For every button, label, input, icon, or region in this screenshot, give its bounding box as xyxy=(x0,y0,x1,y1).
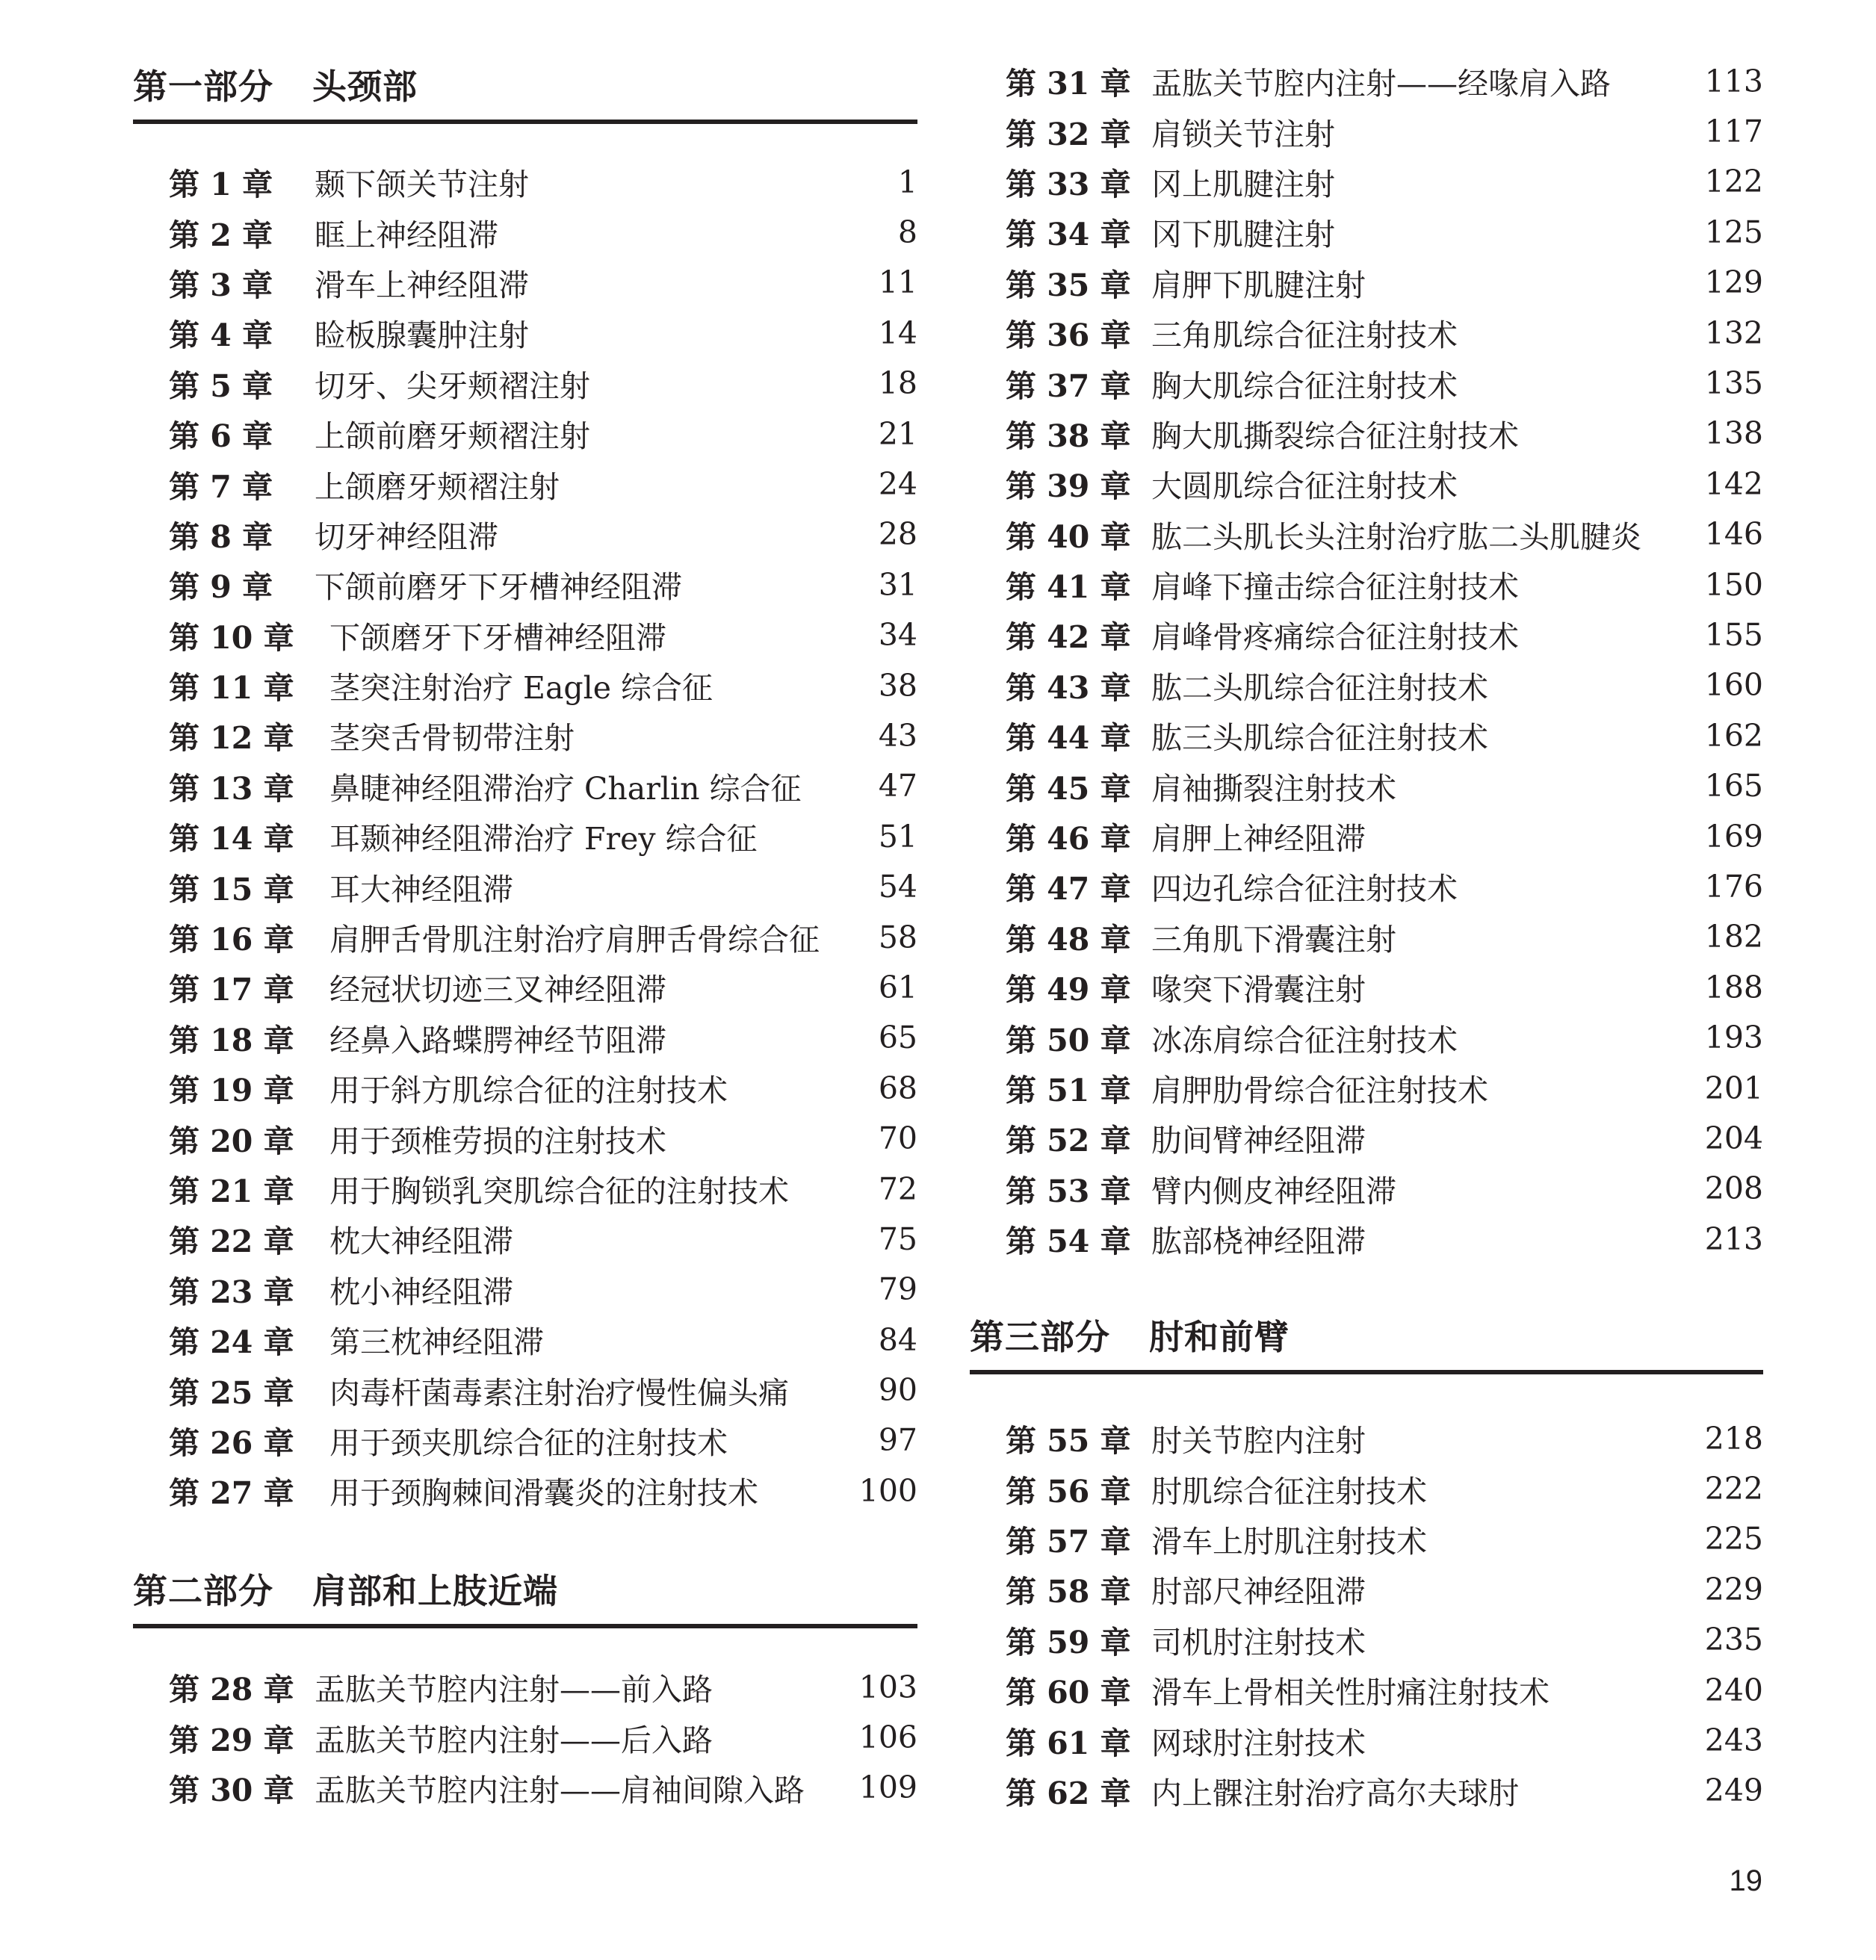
chapter-number: 第 8 章 xyxy=(169,518,273,555)
toc-entry xyxy=(970,358,1763,408)
toc-entry xyxy=(133,359,917,409)
chapter-number: 第 45 章 xyxy=(1006,770,1131,807)
toc-entry xyxy=(970,861,1763,911)
chapter-title: 滑车上神经阻滞 xyxy=(315,267,529,303)
chapter-number: 第 11 章 xyxy=(169,670,294,707)
chapter-title: 冈上肌腱注射 xyxy=(1151,166,1335,202)
chapter-title: 用于颈胸棘间滑囊炎的注射技术 xyxy=(329,1475,758,1512)
chapter-title: 肩袖撕裂注射技术 xyxy=(1151,770,1396,807)
chapter-number: 第 7 章 xyxy=(169,468,273,505)
chapter-number: 第 31 章 xyxy=(1006,66,1131,102)
chapter-title: 肩锁关节注射 xyxy=(1151,116,1335,152)
chapter-number: 第 62 章 xyxy=(1006,1775,1131,1811)
chapter-title: 经鼻入路蝶腭神经节阻滞 xyxy=(329,1022,666,1058)
toc-entry xyxy=(970,1564,1763,1614)
chapter-number: 第 3 章 xyxy=(169,267,273,303)
chapter-number: 第 28 章 xyxy=(169,1672,294,1708)
chapter-title: 冈下肌腱注射 xyxy=(1151,217,1335,253)
chapter-number: 第 46 章 xyxy=(1006,821,1131,858)
chapter-page: 14 xyxy=(878,314,917,351)
chapter-title: 滑车上骨相关性肘痛注射技术 xyxy=(1151,1675,1550,1711)
chapter-page: 213 xyxy=(1704,1221,1763,1257)
chapter-title: 经冠状切迹三叉神经阻滞 xyxy=(329,972,666,1008)
chapter-page: 235 xyxy=(1704,1622,1763,1658)
chapter-page: 146 xyxy=(1704,516,1763,553)
chapter-title: 臂内侧皮神经阻滞 xyxy=(1151,1173,1396,1209)
chapter-page: 160 xyxy=(1704,667,1763,704)
toc-entry xyxy=(970,710,1763,760)
chapter-page: 47 xyxy=(878,768,917,804)
toc-entry xyxy=(970,1615,1763,1665)
chapter-number: 第 20 章 xyxy=(169,1123,294,1159)
chapter-page: 165 xyxy=(1704,768,1763,804)
chapter-title: 枕大神经阻滞 xyxy=(329,1224,513,1260)
toc-entry xyxy=(970,1766,1763,1816)
chapter-title: 肱部桡神经阻滞 xyxy=(1151,1224,1366,1260)
chapter-number: 第 10 章 xyxy=(169,619,294,656)
toc-entry xyxy=(970,207,1763,257)
part-title: 肩部和上肢近端 xyxy=(312,1571,558,1611)
chapter-number: 第 44 章 xyxy=(1006,720,1131,757)
chapter-title: 肩胛上神经阻滞 xyxy=(1151,821,1366,858)
chapter-page: 18 xyxy=(878,365,917,402)
toc-entry xyxy=(133,912,917,962)
chapter-list xyxy=(133,1662,917,1813)
chapter-number: 第 17 章 xyxy=(169,972,294,1008)
toc-entry xyxy=(133,1214,917,1264)
chapter-title: 盂肱关节腔内注射——经喙肩入路 xyxy=(1151,66,1611,102)
chapter-title: 眶上神经阻滞 xyxy=(315,217,498,253)
chapter-page: 135 xyxy=(1704,365,1763,402)
chapter-number: 第 24 章 xyxy=(169,1324,294,1361)
chapter-page: 155 xyxy=(1704,616,1763,653)
chapter-number: 第 23 章 xyxy=(169,1274,294,1310)
chapter-number: 第 60 章 xyxy=(1006,1675,1131,1711)
chapter-title: 肘肌综合征注射技术 xyxy=(1151,1473,1427,1510)
toc-entry xyxy=(133,1662,917,1712)
toc-entry xyxy=(970,459,1763,509)
toc-entry xyxy=(133,1164,917,1214)
toc-entry xyxy=(133,1315,917,1365)
chapter-title: 用于颈夹肌综合征的注射技术 xyxy=(329,1424,728,1461)
chapter-page: 169 xyxy=(1704,818,1763,855)
chapter-title: 茎突舌骨韧带注射 xyxy=(329,720,575,757)
chapter-page: 97 xyxy=(878,1422,917,1459)
chapter-page: 1 xyxy=(897,164,917,200)
chapter-number: 第 51 章 xyxy=(1006,1073,1131,1108)
chapter-page: 24 xyxy=(878,466,917,503)
chapter-title: 胸大肌综合征注射技术 xyxy=(1151,368,1458,404)
chapter-page: 79 xyxy=(878,1271,917,1308)
chapter-page: 208 xyxy=(1704,1170,1763,1207)
chapter-number: 第 1 章 xyxy=(169,167,273,203)
toc-entry xyxy=(133,1013,917,1063)
toc-entry xyxy=(133,459,917,509)
chapter-title: 肱二头肌长头注射治疗肱二头肌腱炎 xyxy=(1151,518,1641,555)
chapter-page: 204 xyxy=(1704,1120,1763,1156)
chapter-number: 第 12 章 xyxy=(169,720,294,757)
chapter-title: 用于胸锁乳突肌综合征的注射技术 xyxy=(329,1173,789,1209)
chapter-page: 72 xyxy=(878,1170,917,1207)
chapter-page: 65 xyxy=(878,1020,917,1056)
chapter-title: 肩峰下撞击综合征注射技术 xyxy=(1151,569,1519,606)
chapter-title: 肩胛肋骨综合征注射技术 xyxy=(1151,1073,1488,1108)
chapter-number: 第 22 章 xyxy=(169,1224,294,1260)
chapter-number: 第 34 章 xyxy=(1006,217,1131,253)
toc-entry xyxy=(970,1113,1763,1163)
chapter-title: 盂肱关节腔内注射——前入路 xyxy=(315,1672,713,1708)
chapter-title: 上颌磨牙颊褶注射 xyxy=(315,468,560,505)
chapter-title: 切牙、尖牙颊褶注射 xyxy=(315,368,590,404)
toc-entry xyxy=(970,56,1763,106)
chapter-page: 90 xyxy=(878,1372,917,1409)
toc-entry xyxy=(970,1214,1763,1264)
chapter-title: 肩峰骨疼痛综合征注射技术 xyxy=(1151,619,1519,656)
chapter-number: 第 58 章 xyxy=(1006,1574,1131,1610)
chapter-title: 鼻睫神经阻滞治疗 Charlin 综合征 xyxy=(329,770,802,807)
chapter-title: 颞下颌关节注射 xyxy=(315,167,529,203)
toc-entry xyxy=(133,811,917,861)
chapter-number: 第 49 章 xyxy=(1006,972,1131,1008)
toc-entry xyxy=(970,106,1763,156)
chapter-number: 第 6 章 xyxy=(169,418,273,455)
toc-entry xyxy=(133,207,917,257)
chapter-page: 109 xyxy=(858,1770,917,1806)
chapter-page: 117 xyxy=(1704,114,1763,150)
toc-entry xyxy=(133,1763,917,1813)
chapter-title: 下颌磨牙下牙槽神经阻滞 xyxy=(329,619,666,656)
toc-entry xyxy=(970,760,1763,810)
chapter-number: 第 35 章 xyxy=(1006,267,1131,303)
toc-entry xyxy=(970,1063,1763,1113)
toc-entry xyxy=(970,308,1763,358)
chapter-number: 第 26 章 xyxy=(169,1424,294,1461)
toc-entry xyxy=(970,1463,1763,1513)
chapter-page: 150 xyxy=(1704,566,1763,603)
chapter-title: 冰冻肩综合征注射技术 xyxy=(1151,1022,1458,1058)
chapter-page: 31 xyxy=(878,566,917,603)
toc-entry xyxy=(133,761,917,811)
chapter-number: 第 19 章 xyxy=(169,1073,294,1109)
chapter-title: 肘关节腔内注射 xyxy=(1151,1423,1366,1460)
toc-entry xyxy=(970,409,1763,459)
chapter-number: 第 4 章 xyxy=(169,317,273,354)
chapter-number: 第 27 章 xyxy=(169,1475,294,1512)
chapter-number: 第 32 章 xyxy=(1006,116,1131,152)
toc-entry xyxy=(970,660,1763,710)
chapter-page: 162 xyxy=(1704,717,1763,754)
chapter-title: 司机肘注射技术 xyxy=(1151,1624,1366,1660)
chapter-title: 耳大神经阻滞 xyxy=(329,871,513,908)
chapter-page: 54 xyxy=(878,869,917,905)
toc-entry xyxy=(133,1365,917,1415)
chapter-page: 122 xyxy=(1704,164,1763,200)
toc-entry xyxy=(133,308,917,358)
chapter-page: 201 xyxy=(1704,1070,1763,1106)
part-heading xyxy=(133,1569,917,1628)
chapter-page: 38 xyxy=(878,667,917,704)
chapter-page: 70 xyxy=(878,1120,917,1157)
chapter-number: 第 55 章 xyxy=(1006,1423,1131,1460)
chapter-page: 43 xyxy=(878,717,917,754)
toc-entry xyxy=(970,1164,1763,1214)
chapter-number: 第 52 章 xyxy=(1006,1123,1131,1159)
toc-entry xyxy=(970,962,1763,1012)
chapter-title: 肋间臂神经阻滞 xyxy=(1151,1123,1366,1159)
chapter-list xyxy=(133,157,917,1516)
toc-entry xyxy=(133,962,917,1012)
chapter-number: 第 14 章 xyxy=(169,821,294,858)
toc-entry xyxy=(970,1012,1763,1062)
chapter-page: 229 xyxy=(1704,1571,1763,1607)
chapter-page: 225 xyxy=(1704,1521,1763,1557)
toc-entry xyxy=(970,157,1763,207)
chapter-title: 茎突注射治疗 Eagle 综合征 xyxy=(329,670,713,707)
chapter-page: 84 xyxy=(878,1321,917,1358)
part-heading xyxy=(133,64,917,124)
toc-entry xyxy=(133,1265,917,1315)
chapter-page: 68 xyxy=(878,1070,917,1106)
toc-entry xyxy=(133,710,917,760)
chapter-number: 第 37 章 xyxy=(1006,368,1131,404)
page-number: 19 xyxy=(1729,1864,1762,1897)
part-number: 第三部分 xyxy=(970,1317,1110,1357)
chapter-number: 第 39 章 xyxy=(1006,468,1131,505)
chapter-title: 四边孔综合征注射技术 xyxy=(1151,871,1458,908)
chapter-page: 142 xyxy=(1704,465,1763,502)
toc-entry xyxy=(133,258,917,308)
chapter-number: 第 43 章 xyxy=(1006,669,1131,706)
chapter-title: 枕小神经阻滞 xyxy=(329,1274,513,1310)
chapter-page: 243 xyxy=(1704,1722,1763,1759)
part-heading xyxy=(970,1315,1763,1374)
chapter-page: 106 xyxy=(858,1719,917,1756)
toc-entry xyxy=(970,1413,1763,1463)
chapter-title: 内上髁注射治疗高尔夫球肘 xyxy=(1151,1775,1519,1811)
part-number: 第一部分 xyxy=(133,66,273,107)
chapter-number: 第 42 章 xyxy=(1006,619,1131,656)
toc-entry xyxy=(970,1514,1763,1564)
chapter-title: 第三枕神经阻滞 xyxy=(329,1324,544,1361)
chapter-number: 第 59 章 xyxy=(1006,1624,1131,1660)
chapter-page: 125 xyxy=(1704,214,1763,250)
chapter-page: 188 xyxy=(1704,969,1763,1005)
chapter-number: 第 16 章 xyxy=(169,922,294,958)
chapter-number: 第 30 章 xyxy=(169,1772,294,1808)
chapter-number: 第 40 章 xyxy=(1006,518,1131,555)
chapter-number: 第 9 章 xyxy=(169,569,273,606)
chapter-page: 28 xyxy=(878,516,917,553)
chapter-page: 8 xyxy=(897,214,917,251)
chapter-number: 第 47 章 xyxy=(1006,871,1131,908)
chapter-page: 249 xyxy=(1704,1773,1763,1809)
chapter-title: 用于颈椎劳损的注射技术 xyxy=(329,1123,666,1159)
chapter-page: 222 xyxy=(1704,1471,1763,1507)
chapter-title: 滑车上肘肌注射技术 xyxy=(1151,1523,1427,1560)
chapter-number: 第 13 章 xyxy=(169,770,294,807)
chapter-number: 第 61 章 xyxy=(1006,1725,1131,1761)
chapter-number: 第 15 章 xyxy=(169,871,294,908)
toc-entry xyxy=(970,509,1763,559)
chapter-number: 第 57 章 xyxy=(1006,1523,1131,1560)
chapter-title: 肘部尺神经阻滞 xyxy=(1151,1574,1366,1610)
chapter-number: 第 41 章 xyxy=(1006,569,1131,606)
chapter-number: 第 36 章 xyxy=(1006,317,1131,354)
chapter-number: 第 56 章 xyxy=(1006,1473,1131,1510)
chapter-page: 61 xyxy=(878,969,917,1005)
toc-entry xyxy=(133,509,917,559)
toc-entry xyxy=(133,409,917,459)
chapter-title: 肱三头肌综合征注射技术 xyxy=(1151,720,1488,757)
toc-entry xyxy=(133,157,917,207)
chapter-list xyxy=(970,56,1763,1264)
chapter-title: 三角肌下滑囊注射 xyxy=(1151,921,1396,958)
chapter-number: 第 21 章 xyxy=(169,1173,294,1209)
chapter-title: 喙突下滑囊注射 xyxy=(1151,972,1366,1008)
toc-entry xyxy=(970,559,1763,610)
chapter-title: 肩胛舌骨肌注射治疗肩胛舌骨综合征 xyxy=(329,922,820,958)
toc-entry xyxy=(970,912,1763,962)
chapter-number: 第 2 章 xyxy=(169,217,273,253)
chapter-page: 34 xyxy=(878,617,917,654)
chapter-number: 第 53 章 xyxy=(1006,1173,1131,1209)
toc-entry xyxy=(970,811,1763,861)
part-number: 第二部分 xyxy=(133,1571,273,1611)
chapter-title: 用于斜方肌综合征的注射技术 xyxy=(329,1073,728,1109)
chapter-title: 盂肱关节腔内注射——肩袖间隙入路 xyxy=(315,1772,805,1808)
toc-entry xyxy=(133,1113,917,1163)
chapter-number: 第 18 章 xyxy=(169,1022,294,1058)
toc-entry xyxy=(970,258,1763,308)
chapter-title: 盂肱关节腔内注射——后入路 xyxy=(315,1722,713,1758)
chapter-page: 129 xyxy=(1704,264,1763,301)
chapter-page: 138 xyxy=(1704,415,1763,452)
chapter-title: 肱二头肌综合征注射技术 xyxy=(1151,669,1488,706)
chapter-title: 耳颞神经阻滞治疗 Frey 综合征 xyxy=(329,821,758,858)
chapter-page: 113 xyxy=(1704,63,1763,99)
chapter-page: 240 xyxy=(1704,1672,1763,1708)
chapter-page: 75 xyxy=(878,1221,917,1257)
chapter-number: 第 38 章 xyxy=(1006,418,1131,454)
chapter-page: 21 xyxy=(878,415,917,452)
chapter-page: 51 xyxy=(878,818,917,855)
toc-entry xyxy=(133,1415,917,1466)
chapter-page: 132 xyxy=(1704,314,1763,351)
chapter-number: 第 5 章 xyxy=(169,368,273,404)
chapter-number: 第 29 章 xyxy=(169,1722,294,1758)
chapter-page: 58 xyxy=(878,919,917,955)
chapter-number: 第 48 章 xyxy=(1006,921,1131,958)
toc-entry xyxy=(133,610,917,660)
chapter-page: 182 xyxy=(1704,919,1763,955)
toc-entry xyxy=(133,660,917,710)
chapter-title: 肩胛下肌腱注射 xyxy=(1151,267,1366,303)
chapter-title: 上颌前磨牙颊褶注射 xyxy=(315,418,590,455)
part-title: 肘和前臂 xyxy=(1149,1317,1290,1357)
chapter-title: 睑板腺囊肿注射 xyxy=(315,317,529,354)
chapter-number: 第 50 章 xyxy=(1006,1022,1131,1058)
toc-entry xyxy=(133,861,917,911)
toc-entry xyxy=(970,1715,1763,1765)
chapter-title: 网球肘注射技术 xyxy=(1151,1725,1366,1761)
part-title: 头颈部 xyxy=(312,66,418,107)
chapter-page: 100 xyxy=(858,1472,917,1509)
toc-entry xyxy=(133,1063,917,1113)
toc-entry xyxy=(970,1665,1763,1715)
toc-entry xyxy=(133,1712,917,1762)
chapter-title: 下颌前磨牙下牙槽神经阻滞 xyxy=(315,569,682,606)
chapter-page: 176 xyxy=(1704,868,1763,905)
chapter-number: 第 25 章 xyxy=(169,1374,294,1411)
chapter-page: 11 xyxy=(878,264,917,301)
toc-entry xyxy=(133,1466,917,1516)
chapter-page: 218 xyxy=(1704,1420,1763,1457)
chapter-page: 103 xyxy=(858,1669,917,1705)
chapter-number: 第 54 章 xyxy=(1006,1224,1131,1260)
toc-entry xyxy=(133,559,917,610)
chapter-title: 大圆肌综合征注射技术 xyxy=(1151,468,1458,505)
chapter-number: 第 33 章 xyxy=(1006,166,1131,202)
toc-entry xyxy=(970,610,1763,660)
chapter-title: 切牙神经阻滞 xyxy=(315,518,498,555)
chapter-title: 肉毒杆菌毒素注射治疗慢性偏头痛 xyxy=(329,1374,789,1411)
chapter-list xyxy=(970,1413,1763,1816)
chapter-title: 三角肌综合征注射技术 xyxy=(1151,317,1458,354)
chapter-page: 193 xyxy=(1704,1020,1763,1056)
chapter-title: 胸大肌撕裂综合征注射技术 xyxy=(1151,418,1519,454)
